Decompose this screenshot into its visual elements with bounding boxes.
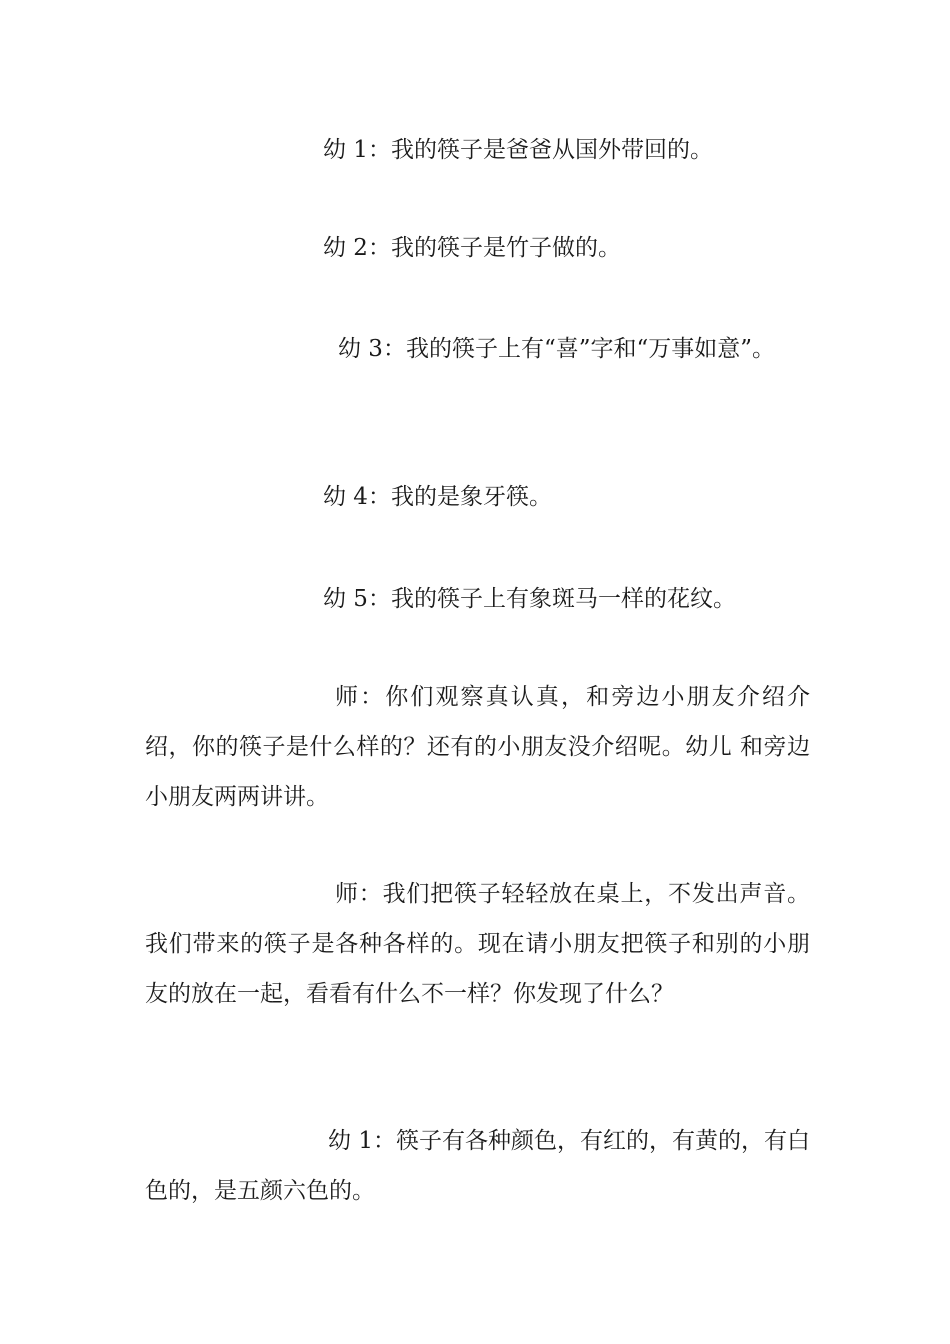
paragraph-child-2-bamboo: 幼 2：我的筷子是竹子做的。 xyxy=(323,235,621,261)
paragraph-child-1-chopsticks-abroad: 幼 1：我的筷子是爸爸从国外带回的。 xyxy=(323,137,713,163)
paragraph-child-1-colors: 幼 1：筷子有各种颜色，有红的，有黄的，有白色的，是五颜六色的。 xyxy=(145,1128,810,1204)
paragraph-child-4-ivory: 幼 4：我的是象牙筷。 xyxy=(323,484,552,510)
paragraph-child-5-zebra-pattern: 幼 5：我的筷子上有象斑马一样的花纹。 xyxy=(323,586,736,612)
paragraph-teacher-introduce: 师：你们观察真认真，和旁边小朋友介绍介绍，你的筷子是什么样的？还有的小朋友没介绍呢。幼儿 和旁边小朋友两两讲讲。 xyxy=(145,684,810,810)
paragraph-child-3-characters: 幼 3：我的筷子上有“喜”字和“万事如意”。 xyxy=(338,336,775,362)
paragraph-teacher-compare: 师：我们把筷子轻轻放在桌上，不发出声音。我们带来的筷子是各种各样的。现在请小朋友把筷子和别的小朋友的放在一起，看看有什么不一样？你发现了什么？ xyxy=(145,881,810,1007)
